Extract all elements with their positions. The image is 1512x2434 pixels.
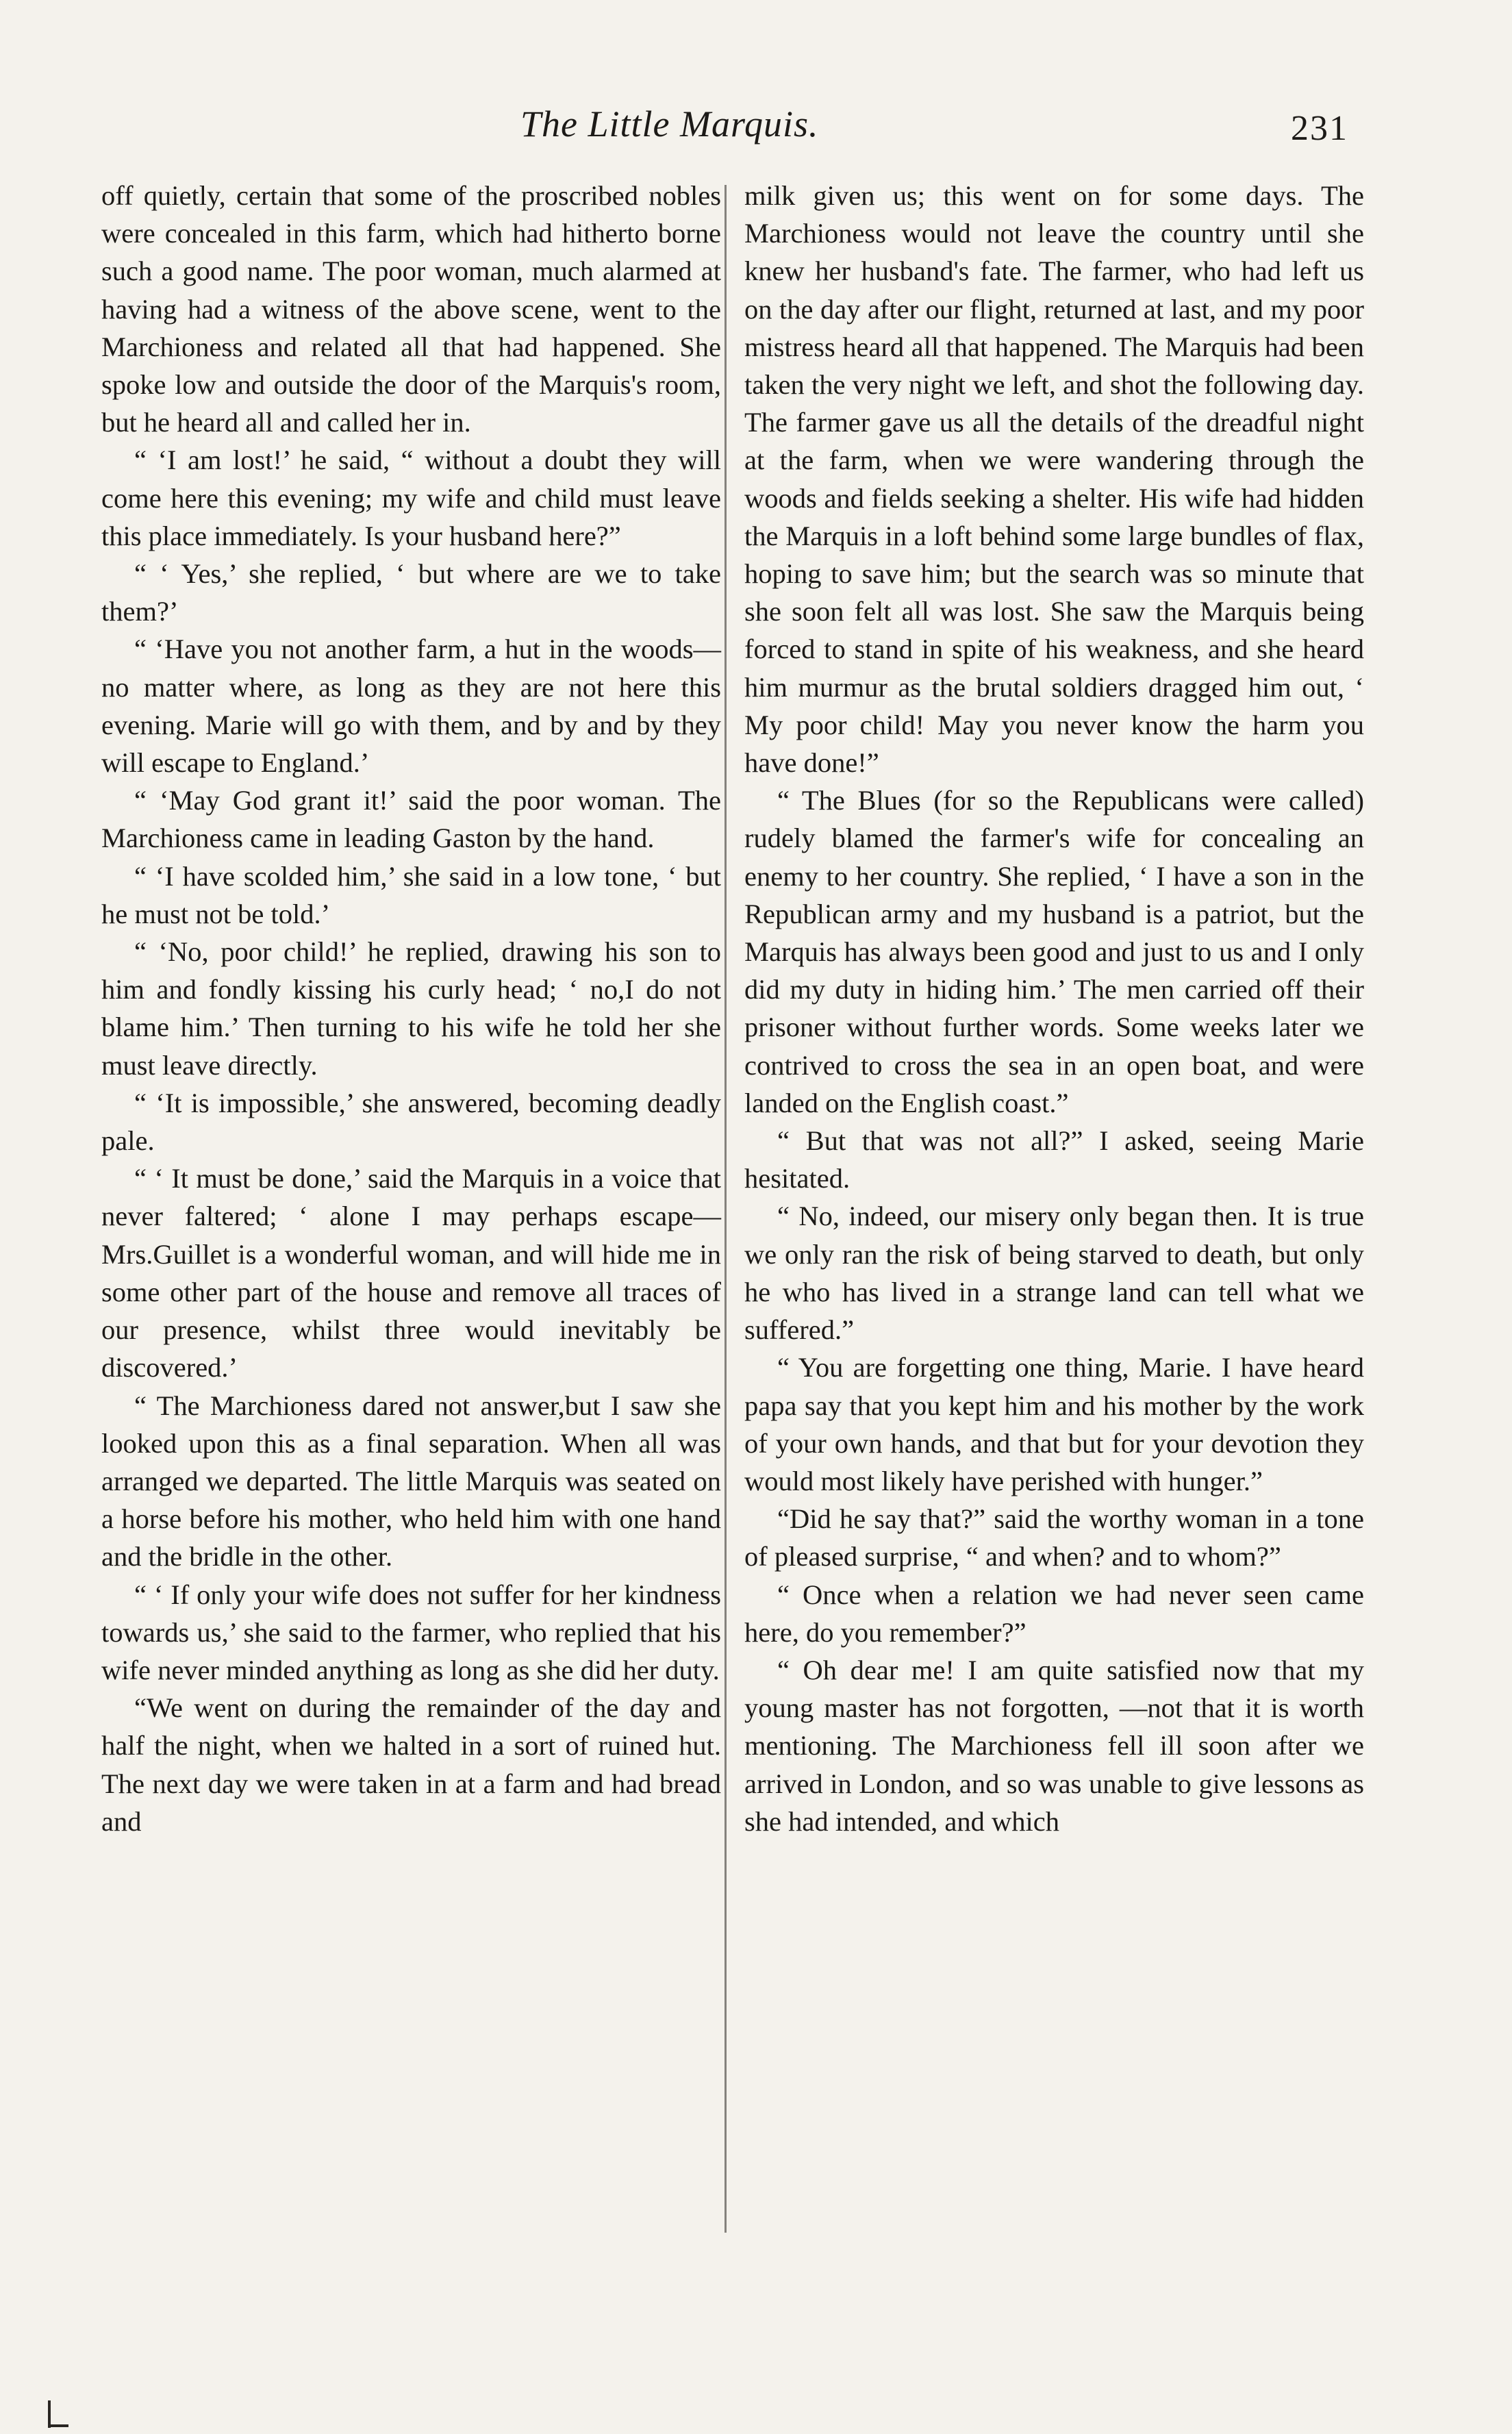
paragraph: “ Oh dear me! I am quite satisfied now that my young master has not forgotten, —not that it is worth mentioning. The Marchioness fell ill soon after we arrived in London, and so was unable to give lessons as she had intended, and which [744, 1654, 1364, 1837]
paragraph: “ The Marchioness dared not answer,but I saw she looked upon this as a final separation. When all was arranged we departed. The little Marquis was seated on a horse before his mother, who held him with one hand and the bridle in the other. [101, 1390, 721, 1572]
page-number: 231 [1291, 109, 1348, 148]
paragraph: off quietly, certain that some of the proscribed nobles were concealed in this farm, which had hitherto borne such a good name. The poor woman, much alarmed at having had a witness of the above scene, went to the Marchioness and related all that had happened. She spoke low and outside the door of the Marquis's room, but he heard all and called her in. [101, 180, 721, 438]
crop-mark [48, 2424, 68, 2427]
paragraph: “ ‘ It must be done,’ said the Marquis in a voice that never faltered; ‘ alone I may perhaps escape—Mrs.Guillet is a wonderful woman, and will hide me in some other part of the house and remove all traces of our presence, whilst three would inevitably be discovered.’ [101, 1163, 721, 1383]
paragraph: milk given us; this went on for some days. The Marchioness would not leave the country until she knew her husband's fate. The farmer, who had left us on the day after our flight, returned at last, and my poor mistress heard all that happened. The Marquis had been taken the very night we left, and shot the following day. The farmer gave us all the details of the dreadful night at the farm, when we were wandering through the woods and fields seeking a shelter. His wife had hidden the Marquis in a loft behind some large bundles of flax, hoping to save him; but the search was so minute that she soon felt all was lost. She saw the Marquis being forced to stand in spite of his weakness, and she heard him murmur as the brutal soldiers dragged him out, ‘ My poor child! May you never know the harm you have done!” [744, 180, 1364, 779]
right-column [744, 177, 1364, 1840]
paragraph: “ The Blues (for so the Republicans were called) rudely blamed the farmer's wife for concealing an enemy to her country. She replied, ‘ I have a son in the Republican army and my husband is a patriot, but the Marquis has always been good and just to us and I only did my duty in hiding him.’ The men carried off their prisoner without further words. Some weeks later we contrived to cross the sea in an open boat, and were landed on the English coast.” [744, 785, 1364, 1118]
paragraph: “ ‘May God grant it!’ said the poor woman. The Marchioness came in leading Gaston by the hand. [101, 785, 721, 854]
crop-mark [48, 2400, 51, 2428]
paragraph: “ ‘No, poor child!’ he replied, drawing his son to him and fondly kissing his curly head; ‘ no,I do not blame him.’ Then turning to his wife he told her she must leave directly. [101, 936, 721, 1081]
paragraph: “ ‘It is impossible,’ she answered, becoming deadly pale. [101, 1087, 721, 1157]
paragraph: “ Once when a relation we had never seen came here, do you remember?” [744, 1579, 1364, 1648]
paragraph: “ No, indeed, our misery only began then. It is true we only ran the risk of being starved to death, but only he who has lived in a strange land can tell what we suffered.” [744, 1201, 1364, 1346]
column-divider [724, 185, 727, 2233]
paragraph: “ ‘Have you not another farm, a hut in the woods—no matter where, as long as they are not here this evening. Marie will go with them, and by and by they will escape to England.’ [101, 633, 721, 779]
paragraph: “We went on during the remainder of the day and half the night, when we halted in a sort of ruined hut. The next day we were taken in at a farm and had bread and [101, 1692, 721, 1837]
left-column [101, 177, 721, 1840]
running-title: The Little Marquis. [520, 103, 819, 145]
paragraph: “ ‘I am lost!’ he said, “ without a doubt they will come here this evening; my wife and child must leave this place immediately. Is your husband here?” [101, 444, 721, 551]
paragraph: “Did he say that?” said the worthy woman in a tone of pleased surprise, “ and when? and to whom?” [744, 1503, 1364, 1572]
paragraph: “ ‘ If only your wife does not suffer for her kindness towards us,’ she said to the farmer, who replied that his wife never minded anything as long as she did her duty. [101, 1579, 721, 1685]
paragraph: “ ‘I have scolded him,’ she said in a low tone, ‘ but he must not be told.’ [101, 860, 721, 929]
paragraph: “ But that was not all?” I asked, seeing Marie hesitated. [744, 1125, 1364, 1194]
paragraph: “ You are forgetting one thing, Marie. I have heard papa say that you kept him and his mother by the work of your own hands, and that but for your devotion they would most likely have perished with hunger.” [744, 1352, 1364, 1496]
paragraph: “ ‘ Yes,’ she replied, ‘ but where are we to take them?’ [101, 558, 721, 627]
